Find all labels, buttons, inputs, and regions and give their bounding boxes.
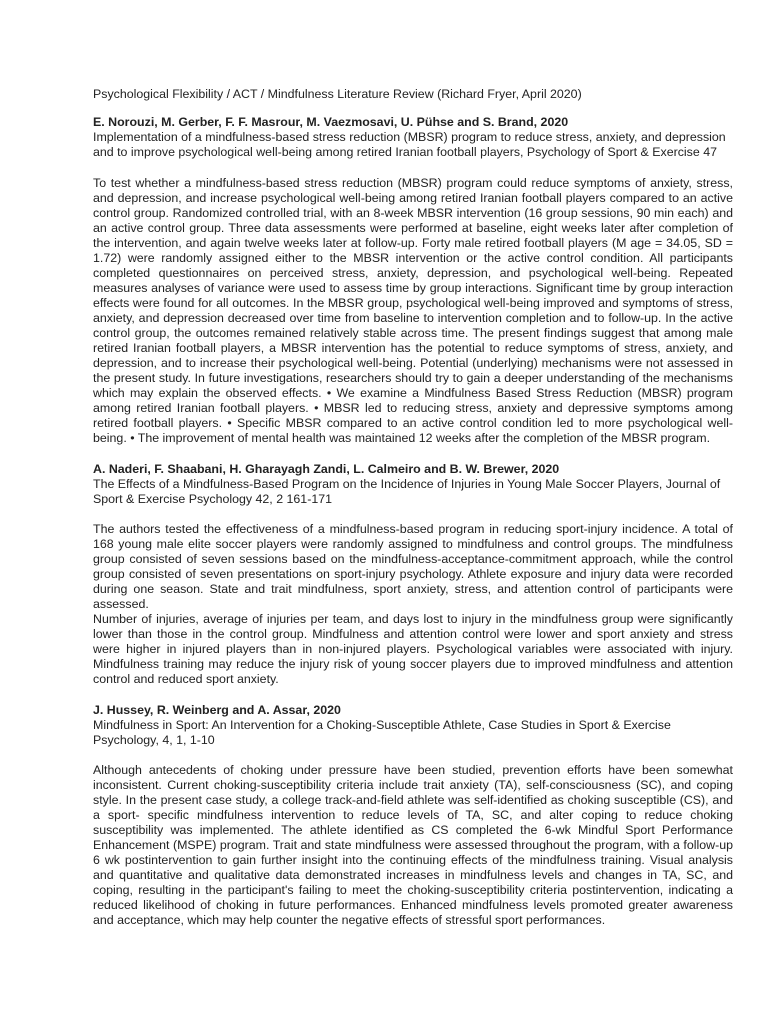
literature-entry — [93, 115, 733, 446]
entry-abstract: Number of injuries, average of injuries per team, and days lost to injury in the mindfulness group were significantly lower than those in the control group. Mindfulness and attention control were lower and sport anxiety and stress were higher in injured players than in non-injured players. Psychological variables were associated with injury. Mindfulness training may reduce the injury risk of young soccer players due to improved mindfulness and attention control and reduced sport anxiety. — [93, 612, 733, 686]
entry-abstract: Although antecedents of choking under pressure have been studied, prevention efforts have been somewhat inconsistent. Current choking-susceptibility criteria include trait anxiety (TA), self-consciousness (SC), and coping style. In the present case study, a college track-and-field athlete was self-identified as choking susceptible (CS), and a sport- specific mindfulness intervention to reduce levels of TA, SC, and alter coping to reduce choking susceptibility was implemented. The athlete identified as CS completed the 6-wk Mindful Sport Performance Enhancement (MSPE) program. Trait and state mindfulness were assessed throughout the program, with a follow-up 6 wk postintervention to gain further insight into the continuing effects of the mindfulness training. Visual analysis and quantitative and qualitative data demonstrated increases in mindfulness levels and changes in TA, SC, and coping, resulting in the participant's failing to meet the choking-susceptibility criteria postintervention, indicating a reduced likelihood of choking in future performances. Enhanced mindfulness levels promoted greater awareness and acceptance, which may help counter the negative effects of stressful sport performances. — [93, 763, 733, 927]
entry-citation: Implementation of a mindfulness-based stress reduction (MBSR) program to reduce stress, anxiety, and depression and to improve psychological well-being among retired Iranian football players, Psychology of Sport & Exercise 47 — [93, 130, 726, 159]
entry-citation: The Effects of a Mindfulness-Based Program on the Incidence of Injuries in Young Male Soccer Players, Journal of Sport & Exercise Psychology 42, 2 161-171 — [93, 477, 721, 506]
literature-entry — [93, 462, 733, 687]
document-title: Psychological Flexibility / ACT / Mindfulness Literature Review (Richard Fryer, April 2020) — [93, 87, 582, 101]
entry-abstract: To test whether a mindfulness-based stress reduction (MBSR) program could reduce symptoms of anxiety, stress, and depression, and increase psychological well-being among retired Iranian football players compared to an active control group. Randomized controlled trial, with an 8-week MBSR intervention (16 group sessions, 90 min each) and an active control group. Three data assessments were performed at baseline, eight weeks later after completion of the intervention, and again twelve weeks later at follow-up. Forty male retired football players (M age = 34.05, SD = 1.72) were randomly assigned either to the MBSR intervention or the active control condition. All participants completed questionnaires on perceived stress, anxiety, depression, and psychological well-being. Repeated measures analyses of variance were used to assess time by group interactions. Significant time by group interaction effects were found for all outcomes. In the MBSR group, psychological well-being improved and symptoms of stress, anxiety, and depression decreased over time from baseline to intervention completion and to follow-up. In the active control group, the outcomes remained relatively stable across time. The present findings suggest that among male retired Iranian football players, a MBSR intervention has the potential to reduce symptoms of stress, anxiety, and depression, and to increase their psychological well-being. Potential (underlying) mechanisms were not assessed in the present study. In future investigations, researchers should try to gain a deeper understanding of the mechanisms which may explain the observed effects. • We examine a Mindfulness Based Stress Reduction (MBSR) program among retired Iranian football players. • MBSR led to reducing stress, anxiety and depressive symptoms among retired football players. • Specific MBSR compared to an active control condition led to more psychological well-being. • The improvement of mental health was maintained 12 weeks after the completion of the MBSR program. — [93, 176, 733, 445]
entry-authors: E. Norouzi, M. Gerber, F. F. Masrour, M. Vaezmosavi, U. Pühse and S. Brand, 2020 — [93, 115, 569, 129]
literature-entry — [93, 703, 733, 928]
entry-authors: J. Hussey, R. Weinberg and A. Assar, 2020 — [93, 703, 341, 717]
entry-authors: A. Naderi, F. Shaabani, H. Gharayagh Zandi, L. Calmeiro and B. W. Brewer, 2020 — [93, 462, 560, 476]
entry-citation: Mindfulness in Sport: An Intervention for a Choking-Susceptible Athlete, Case Studies in Sport & Exercise Psychology, 4, 1, 1-10 — [93, 718, 671, 747]
document-page — [93, 87, 733, 942]
entry-abstract: The authors tested the effectiveness of a mindfulness-based program in reducing sport-injury incidence. A total of 168 young male elite soccer players were randomly assigned to mindfulness and control groups. The mindfulness group consisted of seven sessions based on the mindfulness-acceptance-commitment approach, while the control group consisted of seven presentations on sport-injury psychology. Athlete exposure and injury data were recorded during one season. State and trait mindfulness, sport anxiety, stress, and attention control of participants were assessed. — [93, 522, 733, 611]
